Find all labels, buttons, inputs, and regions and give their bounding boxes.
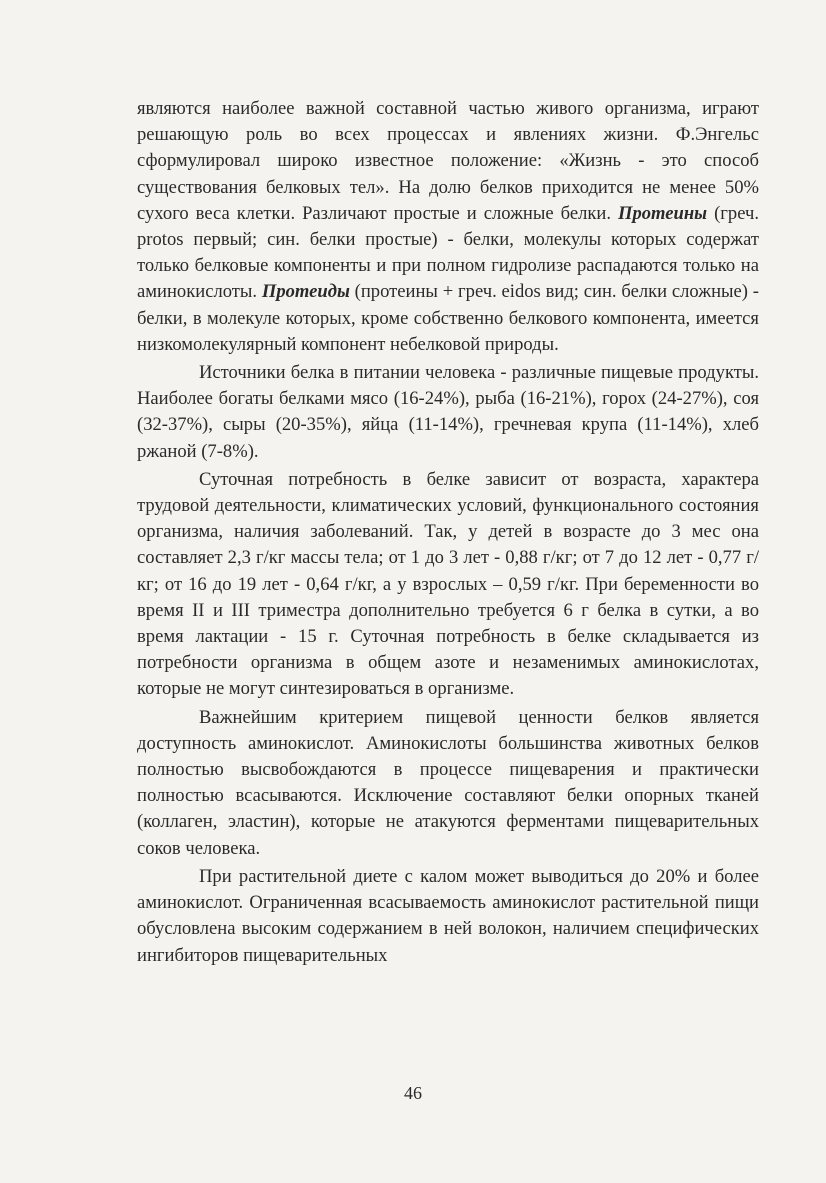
paragraph-plant-diet: При растительной диете с калом может выводиться до 20% и более аминокислот. Ограниченная всасываемость аминокислот растительной пищи обусловлена высоким содержанием в ней волокон, наличием специфических ингибиторов пищеварительных: [137, 865, 759, 966]
paragraph-text: (греч. protos первый; син. белки простые) - белки, молекулы которых содержат только белковые компоненты и при полном гидролизе распадаются только на аминокислоты.: [137, 202, 759, 303]
paragraph-text: (протеины + греч. eidos вид; син. белки сложные) - белки, в молекуле которых, кроме собственно белкового компонента, имеется низкомолекулярный компонент небелковой природы.: [137, 281, 759, 355]
body-text: [137, 96, 759, 969]
page-number: 46: [404, 1083, 422, 1103]
paragraph-daily-requirement: Суточная потребность в белке зависит от возраста, характера трудовой деятельности, климатических условий, функционального состояния организма, наличия заболеваний. Так, у детей в возрасте до 3 мес она составляет 2,3 г/кг массы тела; от 1 до 3 лет - 0,88 г/кг; от 7 до 12 лет - 0,77 г/кг; от 16 до 19 лет - 0,64 г/кг, а у взрослых – 0,59 г/кг. При беременности во время II и III триместра дополнительно требуется 6 г белка в сутки, а во время лактации - 15 г. Суточная потребность в белке складывается из потребности организма в общем азоте и незаменимых аминокислотах, которые не могут синтезироваться в организме.: [137, 468, 759, 700]
paragraph-amino-acid-availability: Важнейшим критерием пищевой ценности белков является доступность аминокислот. Аминокислоты большинства животных белков полностью высвобождаются в процессе пищеварения и практически полностью всасываются. Исключение составляют белки опорных тканей (коллаген, эластин), которые не атакуются ферментами пищеварительных соков человека.: [137, 706, 759, 859]
term-proteins: Протеины: [617, 202, 708, 224]
term-proteids: Протеиды: [261, 281, 350, 303]
paragraph-text: являются наиболее важной составной частью живого организма, играют решающую роль во всех процессах и явлениях жизни. Ф.Энгельс сформулировал широко известное положение: «Жизнь - это способ существования белковых тел». На долю белков приходится не менее 50% сухого веса клетки. Различают простые и сложные белки.: [137, 98, 759, 224]
paragraph-proteins-definition: [137, 96, 759, 358]
paragraph-protein-sources: Источники белка в питании человека - различные пищевые продукты. Наиболее богаты белками мясо (16-24%), рыба (16-21%), горох (24-27%), соя (32-37%), сыры (20-35%), яйца (11-14%), гречневая крупа (11-14%), хлеб ржаной (7-8%).: [137, 362, 759, 462]
